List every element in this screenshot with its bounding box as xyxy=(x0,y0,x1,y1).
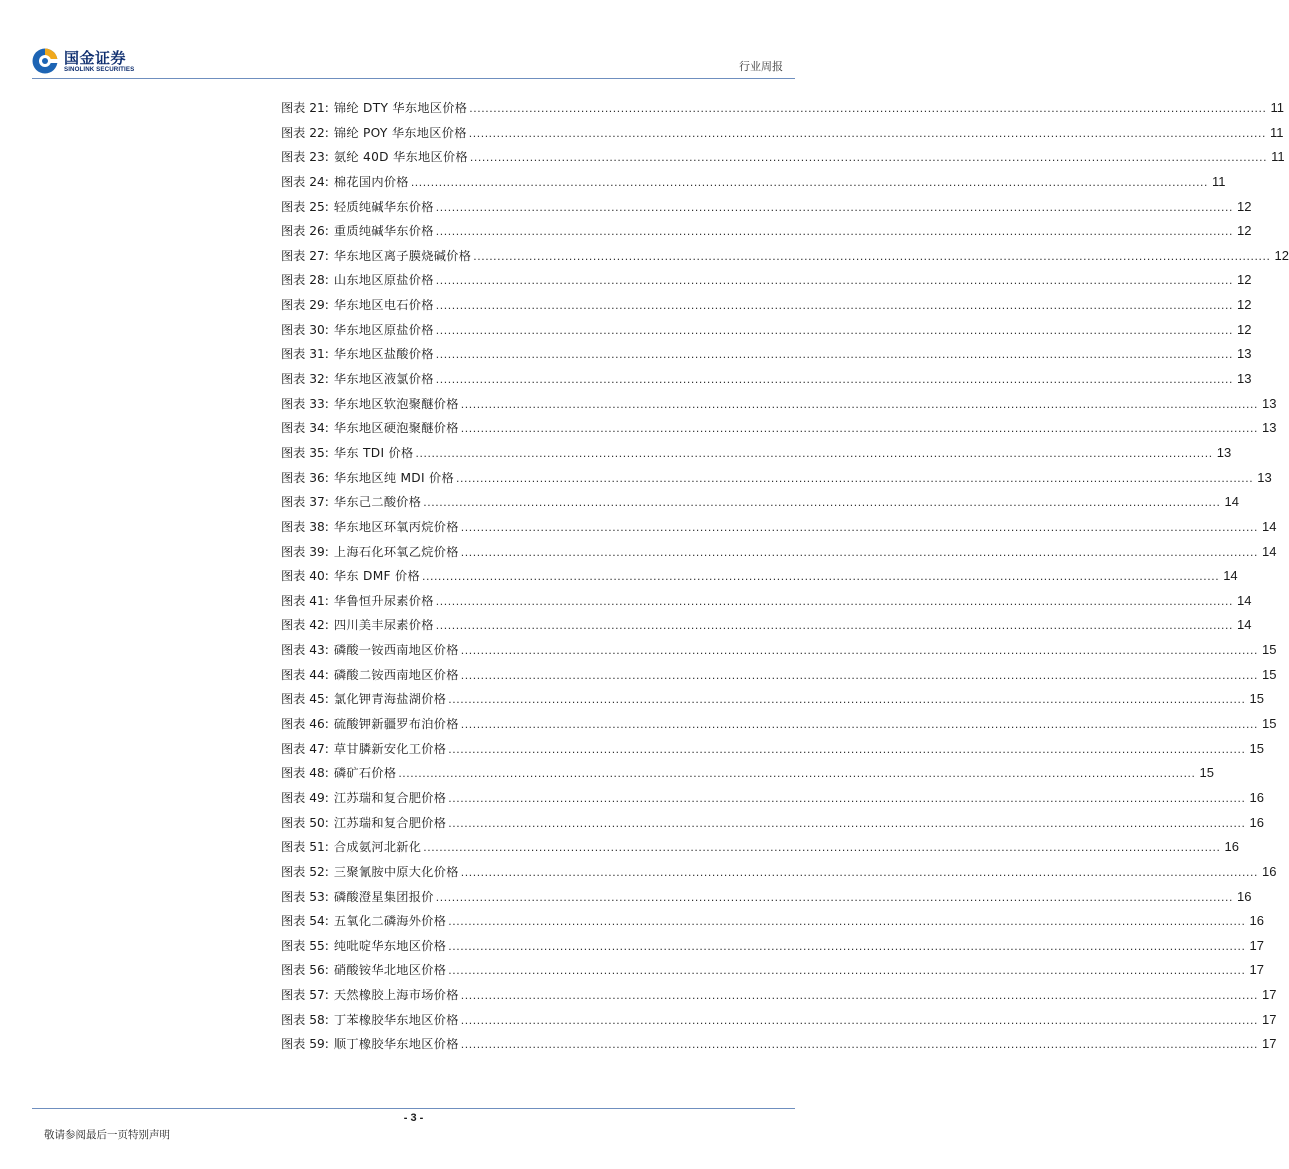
toc-leader-dots: ........................................................................................................................................................................................................ xyxy=(435,273,1233,288)
toc-entry[interactable] xyxy=(281,99,1285,124)
toc-entry-page: 16 xyxy=(1261,863,1277,879)
toc-entry-page: 12 xyxy=(1237,272,1252,288)
toc-entry-page: 14 xyxy=(1261,518,1277,534)
toc-entry[interactable] xyxy=(281,444,1232,469)
toc-entry[interactable] xyxy=(281,370,1252,395)
page-header xyxy=(0,0,827,80)
toc-entry-separator: : xyxy=(324,125,329,140)
toc-entry-separator: : xyxy=(324,741,329,756)
toc-leader-dots: ........................................................................................................................................................................................................ xyxy=(435,889,1233,904)
toc-entry[interactable] xyxy=(281,740,1264,765)
toc-entry-label: 图表 29 xyxy=(281,298,325,313)
toc-entry-separator: : xyxy=(324,101,329,115)
toc-entry-title: 天然橡胶上海市场价格 xyxy=(333,988,459,1003)
toc-entry-title: 三聚氰胺中原大化价格 xyxy=(333,864,459,879)
report-type-label: 行业周报 xyxy=(739,60,783,73)
toc-entry[interactable] xyxy=(281,173,1226,198)
toc-entry-page: 15 xyxy=(1249,740,1264,756)
toc-leader-dots: ........................................................................................................................................................................................................ xyxy=(448,938,1246,953)
toc-entry-page: 16 xyxy=(1224,839,1239,855)
toc-entry-separator: : xyxy=(324,396,329,411)
toc-entry-page: 12 xyxy=(1274,247,1289,263)
toc-leader-dots: ........................................................................................................................................................................................................ xyxy=(398,766,1196,781)
toc-entry-title: 华东地区环氧丙烷价格 xyxy=(333,519,459,534)
toc-entry[interactable] xyxy=(281,764,1214,789)
toc-entry-title: 磷酸一铵西南地区价格 xyxy=(333,643,459,658)
toc-entry-page: 14 xyxy=(1224,494,1239,510)
toc-entry-separator: : xyxy=(324,840,329,855)
toc-entry-separator: : xyxy=(324,618,329,633)
toc-entry-title: 华东地区盐酸价格 xyxy=(333,347,434,362)
toc-leader-dots: ........................................................................................................................................................................................................ xyxy=(435,618,1233,633)
toc-entry[interactable] xyxy=(281,1011,1277,1036)
toc-entry[interactable] xyxy=(281,592,1252,617)
toc-entry-title: 轻质纯碱华东价格 xyxy=(333,199,434,214)
toc-entry-title: 四川美丰尿素价格 xyxy=(333,618,434,633)
toc-entry-page: 16 xyxy=(1249,913,1264,929)
toc-entry-title: 磷酸二铵西南地区价格 xyxy=(333,667,459,682)
toc-leader-dots: ........................................................................................................................................................................................................ xyxy=(460,643,1258,658)
toc-entry-label: 图表 27 xyxy=(281,248,325,263)
toc-entry-separator: : xyxy=(324,1012,329,1027)
toc-entry-title: 华东地区纯 MDI 价格 xyxy=(333,470,455,485)
toc-entry-page: 16 xyxy=(1249,814,1264,830)
toc-entry[interactable] xyxy=(281,198,1252,223)
toc-entry[interactable] xyxy=(281,1035,1277,1060)
toc-entry-title: 硝酸铵华北地区价格 xyxy=(333,963,447,978)
toc-entry-title: 氨纶 40D 华东地区价格 xyxy=(333,150,468,165)
toc-leader-dots: ........................................................................................................................................................................................................ xyxy=(435,199,1233,214)
toc-entry-title: 硫酸钾新疆罗布泊价格 xyxy=(333,717,459,732)
toc-leader-dots: ........................................................................................................................................................................................................ xyxy=(421,569,1220,584)
toc-entry[interactable] xyxy=(281,888,1252,913)
toc-entry-separator: : xyxy=(324,298,329,313)
toc-leader-dots: ........................................................................................................................................................................................................ xyxy=(448,815,1246,830)
logo-chinese-name: 国金证券 xyxy=(64,49,127,67)
toc-entry-page: 12 xyxy=(1237,223,1252,239)
toc-leader-dots: ........................................................................................................................................................................................................ xyxy=(460,988,1258,1003)
toc-entry[interactable] xyxy=(281,616,1252,641)
toc-leader-dots: ........................................................................................................................................................................................................ xyxy=(448,741,1246,756)
toc-entry-label: 图表 42 xyxy=(281,618,325,633)
toc-entry-title: 纯吡啶华东地区价格 xyxy=(333,938,447,953)
toc-entry-label: 图表 59 xyxy=(281,1037,325,1052)
toc-entry-title: 华东地区原盐价格 xyxy=(333,322,434,337)
figure-index-list xyxy=(281,99,1289,1060)
toc-entry-label: 图表 38 xyxy=(281,519,325,534)
toc-entry-label: 图表 30 xyxy=(281,322,325,337)
toc-entry-page: 13 xyxy=(1257,469,1272,485)
toc-leader-dots: ........................................................................................................................................................................................................ xyxy=(460,421,1258,436)
toc-entry-separator: : xyxy=(324,667,329,682)
toc-entry-label: 图表 52 xyxy=(281,864,325,879)
toc-entry-page: 15 xyxy=(1199,765,1214,781)
toc-entry-title: 氯化钾青海盐湖价格 xyxy=(333,692,447,707)
toc-entry-label: 图表 32 xyxy=(281,372,325,387)
toc-entry-separator: : xyxy=(324,569,329,584)
toc-entry[interactable] xyxy=(281,789,1264,814)
toc-entry[interactable] xyxy=(281,961,1264,986)
toc-entry-label: 图表 43 xyxy=(281,643,325,658)
toc-entry-separator: : xyxy=(324,224,329,239)
toc-entry-separator: : xyxy=(324,445,329,460)
toc-entry[interactable] xyxy=(281,148,1285,173)
toc-leader-dots: ........................................................................................................................................................................................................ xyxy=(460,396,1258,411)
toc-entry-separator: : xyxy=(324,544,329,559)
toc-leader-dots: ........................................................................................................................................................................................................ xyxy=(435,298,1233,313)
header-divider xyxy=(32,78,795,79)
toc-entry[interactable] xyxy=(281,469,1272,494)
toc-entry[interactable] xyxy=(281,863,1277,888)
toc-entry-label: 图表 50 xyxy=(281,815,325,830)
toc-entry-page: 12 xyxy=(1237,297,1252,313)
toc-entry-title: 华东 TDI 价格 xyxy=(333,445,414,460)
toc-entry[interactable] xyxy=(281,222,1252,247)
toc-entry-page: 13 xyxy=(1237,346,1252,362)
toc-entry-page: 13 xyxy=(1261,420,1277,436)
toc-leader-dots: ........................................................................................................................................................................................................ xyxy=(448,790,1246,805)
toc-entry[interactable] xyxy=(281,814,1264,839)
toc-entry-label: 图表 24 xyxy=(281,174,325,189)
toc-entry-label: 图表 57 xyxy=(281,988,325,1003)
toc-entry-label: 图表 37 xyxy=(281,495,325,510)
toc-entry-label: 图表 49 xyxy=(281,790,325,805)
toc-entry-title: 华东地区软泡聚醚价格 xyxy=(333,396,459,411)
toc-entry-page: 17 xyxy=(1249,962,1264,978)
toc-entry-page: 15 xyxy=(1249,691,1264,707)
toc-entry[interactable] xyxy=(281,321,1252,346)
toc-entry-title: 华东地区电石价格 xyxy=(333,298,434,313)
toc-entry[interactable] xyxy=(281,715,1277,740)
toc-entry-label: 图表 25 xyxy=(281,199,325,214)
toc-entry-label: 图表 40 xyxy=(281,569,325,584)
toc-entry-separator: : xyxy=(324,963,329,978)
toc-entry-page: 12 xyxy=(1237,321,1252,337)
toc-leader-dots: ........................................................................................................................................................................................................ xyxy=(460,1012,1258,1027)
toc-leader-dots: ........................................................................................................................................................................................................ xyxy=(460,717,1258,732)
toc-leader-dots: ........................................................................................................................................................................................................ xyxy=(448,914,1246,929)
toc-entry-separator: : xyxy=(324,864,329,879)
toc-entry-separator: : xyxy=(324,248,329,263)
toc-entry-page: 17 xyxy=(1261,1036,1277,1052)
toc-entry-separator: : xyxy=(324,1037,329,1052)
toc-entry[interactable] xyxy=(281,493,1239,518)
toc-entry-separator: : xyxy=(324,593,329,608)
toc-entry-label: 图表 53 xyxy=(281,889,325,904)
toc-entry-separator: : xyxy=(324,815,329,830)
logo-mark-icon xyxy=(32,48,58,74)
toc-entry-title: 华鲁恒升尿素价格 xyxy=(333,593,434,608)
toc-entry-label: 图表 28 xyxy=(281,273,325,288)
toc-entry-separator: : xyxy=(324,692,329,707)
toc-leader-dots: ........................................................................................................................................................................................................ xyxy=(435,347,1233,362)
toc-entry-label: 图表 44 xyxy=(281,667,325,682)
toc-entry-title: 华东地区硬泡聚醚价格 xyxy=(333,421,459,436)
toc-entry-separator: : xyxy=(324,495,329,510)
toc-entry[interactable] xyxy=(281,296,1252,321)
toc-leader-dots: ........................................................................................................................................................................................................ xyxy=(410,174,1209,189)
toc-entry-title: 华东地区液氯价格 xyxy=(333,372,434,387)
toc-entry[interactable] xyxy=(281,567,1238,592)
company-logo xyxy=(32,46,162,78)
toc-entry-page: 15 xyxy=(1261,716,1277,732)
toc-entry-title: 棉花国内价格 xyxy=(333,174,409,189)
toc-entry-label: 图表 55 xyxy=(281,938,325,953)
toc-entry-page: 12 xyxy=(1237,198,1252,214)
footer-divider xyxy=(32,1108,795,1109)
toc-entry-title: 江苏瑞和复合肥价格 xyxy=(333,790,447,805)
toc-leader-dots: ........................................................................................................................................................................................................ xyxy=(460,544,1258,559)
disclaimer-text: 敬请参阅最后一页特别声明 xyxy=(44,1129,170,1141)
toc-entry-title: 顺丁橡胶华东地区价格 xyxy=(333,1037,459,1052)
toc-entry[interactable] xyxy=(281,419,1277,444)
toc-entry-page: 17 xyxy=(1261,1011,1277,1027)
toc-entry-title: 磷矿石价格 xyxy=(333,766,397,781)
toc-entry-page: 15 xyxy=(1261,642,1277,658)
toc-leader-dots: ........................................................................................................................................................................................................ xyxy=(435,224,1233,239)
toc-leader-dots: ........................................................................................................................................................................................................ xyxy=(460,667,1258,682)
toc-entry[interactable] xyxy=(281,124,1284,149)
toc-entry-title: 丁苯橡胶华东地区价格 xyxy=(333,1012,459,1027)
toc-entry-separator: : xyxy=(324,766,329,781)
toc-entry-title: 五氧化二磷海外价格 xyxy=(333,914,447,929)
toc-entry[interactable] xyxy=(281,641,1277,666)
toc-entry-label: 图表 23 xyxy=(281,150,325,165)
toc-entry-label: 图表 54 xyxy=(281,914,325,929)
toc-entry-page: 11 xyxy=(1212,173,1226,189)
toc-entry-title: 合成氨河北新化 xyxy=(333,840,422,855)
toc-entry-label: 图表 39 xyxy=(281,544,325,559)
toc-entry-label: 图表 56 xyxy=(281,963,325,978)
toc-entry-separator: : xyxy=(324,372,329,387)
toc-entry-title: 华东己二酸价格 xyxy=(333,495,422,510)
toc-entry-page: 11 xyxy=(1269,124,1284,140)
toc-leader-dots: ........................................................................................................................................................................................................ xyxy=(473,248,1271,263)
toc-entry-title: 华东 DMF 价格 xyxy=(333,569,420,584)
toc-entry-title: 山东地区原盐价格 xyxy=(333,273,434,288)
toc-entry-label: 图表 35 xyxy=(281,445,325,460)
toc-entry-title: 锦纶 POY 华东地区价格 xyxy=(333,125,467,140)
toc-entry[interactable] xyxy=(281,838,1239,863)
toc-entry[interactable] xyxy=(281,543,1277,568)
toc-entry-page: 16 xyxy=(1237,888,1252,904)
toc-entry-separator: : xyxy=(324,938,329,953)
toc-entry-label: 图表 22 xyxy=(281,125,325,140)
toc-entry-page: 14 xyxy=(1237,617,1252,633)
toc-entry-page: 14 xyxy=(1237,592,1252,608)
toc-entry[interactable] xyxy=(281,912,1264,937)
toc-entry-title: 华东地区离子膜烧碱价格 xyxy=(333,248,472,263)
toc-entry-separator: : xyxy=(324,347,329,362)
toc-entry-label: 图表 51 xyxy=(281,840,325,855)
toc-entry[interactable] xyxy=(281,986,1277,1011)
toc-leader-dots: ........................................................................................................................................................................................................ xyxy=(423,840,1221,855)
toc-entry-page: 17 xyxy=(1249,937,1264,953)
toc-entry-page: 14 xyxy=(1223,568,1238,584)
toc-entry-page: 15 xyxy=(1261,666,1277,682)
toc-entry-title: 重质纯碱华东价格 xyxy=(333,224,434,239)
toc-entry[interactable] xyxy=(281,247,1289,272)
toc-entry[interactable] xyxy=(281,518,1277,543)
toc-entry-separator: : xyxy=(324,889,329,904)
toc-leader-dots: ........................................................................................................................................................................................................ xyxy=(469,101,1267,115)
toc-entry-title: 草甘膦新安化工价格 xyxy=(333,741,447,756)
toc-entry-label: 图表 58 xyxy=(281,1012,325,1027)
toc-entry-label: 图表 33 xyxy=(281,396,325,411)
toc-entry[interactable] xyxy=(281,937,1264,962)
toc-entry-label: 图表 47 xyxy=(281,741,325,756)
toc-leader-dots: ........................................................................................................................................................................................................ xyxy=(435,372,1233,387)
toc-entry[interactable] xyxy=(281,345,1252,370)
toc-entry-page: 13 xyxy=(1216,444,1232,460)
toc-leader-dots: ........................................................................................................................................................................................................ xyxy=(456,470,1254,485)
toc-leader-dots: ........................................................................................................................................................................................................ xyxy=(469,150,1268,165)
toc-entry-label: 图表 31 xyxy=(281,347,325,362)
toc-leader-dots: ........................................................................................................................................................................................................ xyxy=(448,692,1246,707)
toc-entry-page: 16 xyxy=(1249,789,1264,805)
toc-entry-separator: : xyxy=(324,150,329,165)
toc-entry-page: 14 xyxy=(1261,543,1277,559)
page-number: - 3 - xyxy=(403,1112,424,1124)
toc-entry-page: 11 xyxy=(1270,100,1285,115)
toc-entry-page: 11 xyxy=(1271,149,1285,165)
toc-leader-dots: ........................................................................................................................................................................................................ xyxy=(435,322,1233,337)
toc-leader-dots: ........................................................................................................................................................................................................ xyxy=(460,519,1258,534)
toc-entry[interactable] xyxy=(281,271,1252,296)
toc-entry-page: 17 xyxy=(1261,987,1277,1003)
toc-entry-label: 图表 46 xyxy=(281,717,325,732)
toc-entry-title: 江苏瑞和复合肥价格 xyxy=(333,815,447,830)
toc-entry-title: 锦纶 DTY 华东地区价格 xyxy=(333,101,468,115)
logo-english-name: SINOLINK SECURITIES xyxy=(64,66,135,73)
toc-entry[interactable] xyxy=(281,690,1264,715)
toc-leader-dots: ........................................................................................................................................................................................................ xyxy=(415,445,1213,460)
toc-entry-separator: : xyxy=(324,914,329,929)
toc-entry-label: 图表 45 xyxy=(281,692,325,707)
toc-entry-separator: : xyxy=(324,790,329,805)
toc-entry-label: 图表 36 xyxy=(281,470,325,485)
toc-entry-separator: : xyxy=(324,322,329,337)
toc-entry-separator: : xyxy=(324,643,329,658)
toc-entry-page: 13 xyxy=(1261,395,1277,411)
toc-leader-dots: ........................................................................................................................................................................................................ xyxy=(460,864,1258,879)
toc-entry-separator: : xyxy=(324,470,329,485)
toc-entry-separator: : xyxy=(324,273,329,288)
toc-leader-dots: ........................................................................................................................................................................................................ xyxy=(468,125,1266,140)
toc-entry-label: 图表 21 xyxy=(281,101,325,115)
toc-leader-dots: ........................................................................................................................................................................................................ xyxy=(448,963,1246,978)
toc-entry-separator: : xyxy=(324,174,329,189)
toc-entry-label: 图表 34 xyxy=(281,421,325,436)
toc-entry[interactable] xyxy=(281,666,1277,691)
toc-entry-separator: : xyxy=(324,199,329,214)
toc-leader-dots: ........................................................................................................................................................................................................ xyxy=(460,1037,1258,1052)
toc-entry-title: 磷酸澄星集团报价 xyxy=(333,889,434,904)
toc-entry-separator: : xyxy=(324,421,329,436)
toc-entry-separator: : xyxy=(324,988,329,1003)
toc-leader-dots: ........................................................................................................................................................................................................ xyxy=(423,495,1221,510)
toc-entry-separator: : xyxy=(324,717,329,732)
toc-entry-page: 13 xyxy=(1237,371,1252,387)
toc-entry-label: 图表 41 xyxy=(281,593,325,608)
toc-entry[interactable] xyxy=(281,395,1277,420)
toc-entry-label: 图表 48 xyxy=(281,766,325,781)
toc-entry-label: 图表 26 xyxy=(281,224,325,239)
toc-entry-title: 上海石化环氧乙烷价格 xyxy=(333,544,459,559)
toc-leader-dots: ........................................................................................................................................................................................................ xyxy=(435,593,1233,608)
toc-entry-separator: : xyxy=(324,519,329,534)
